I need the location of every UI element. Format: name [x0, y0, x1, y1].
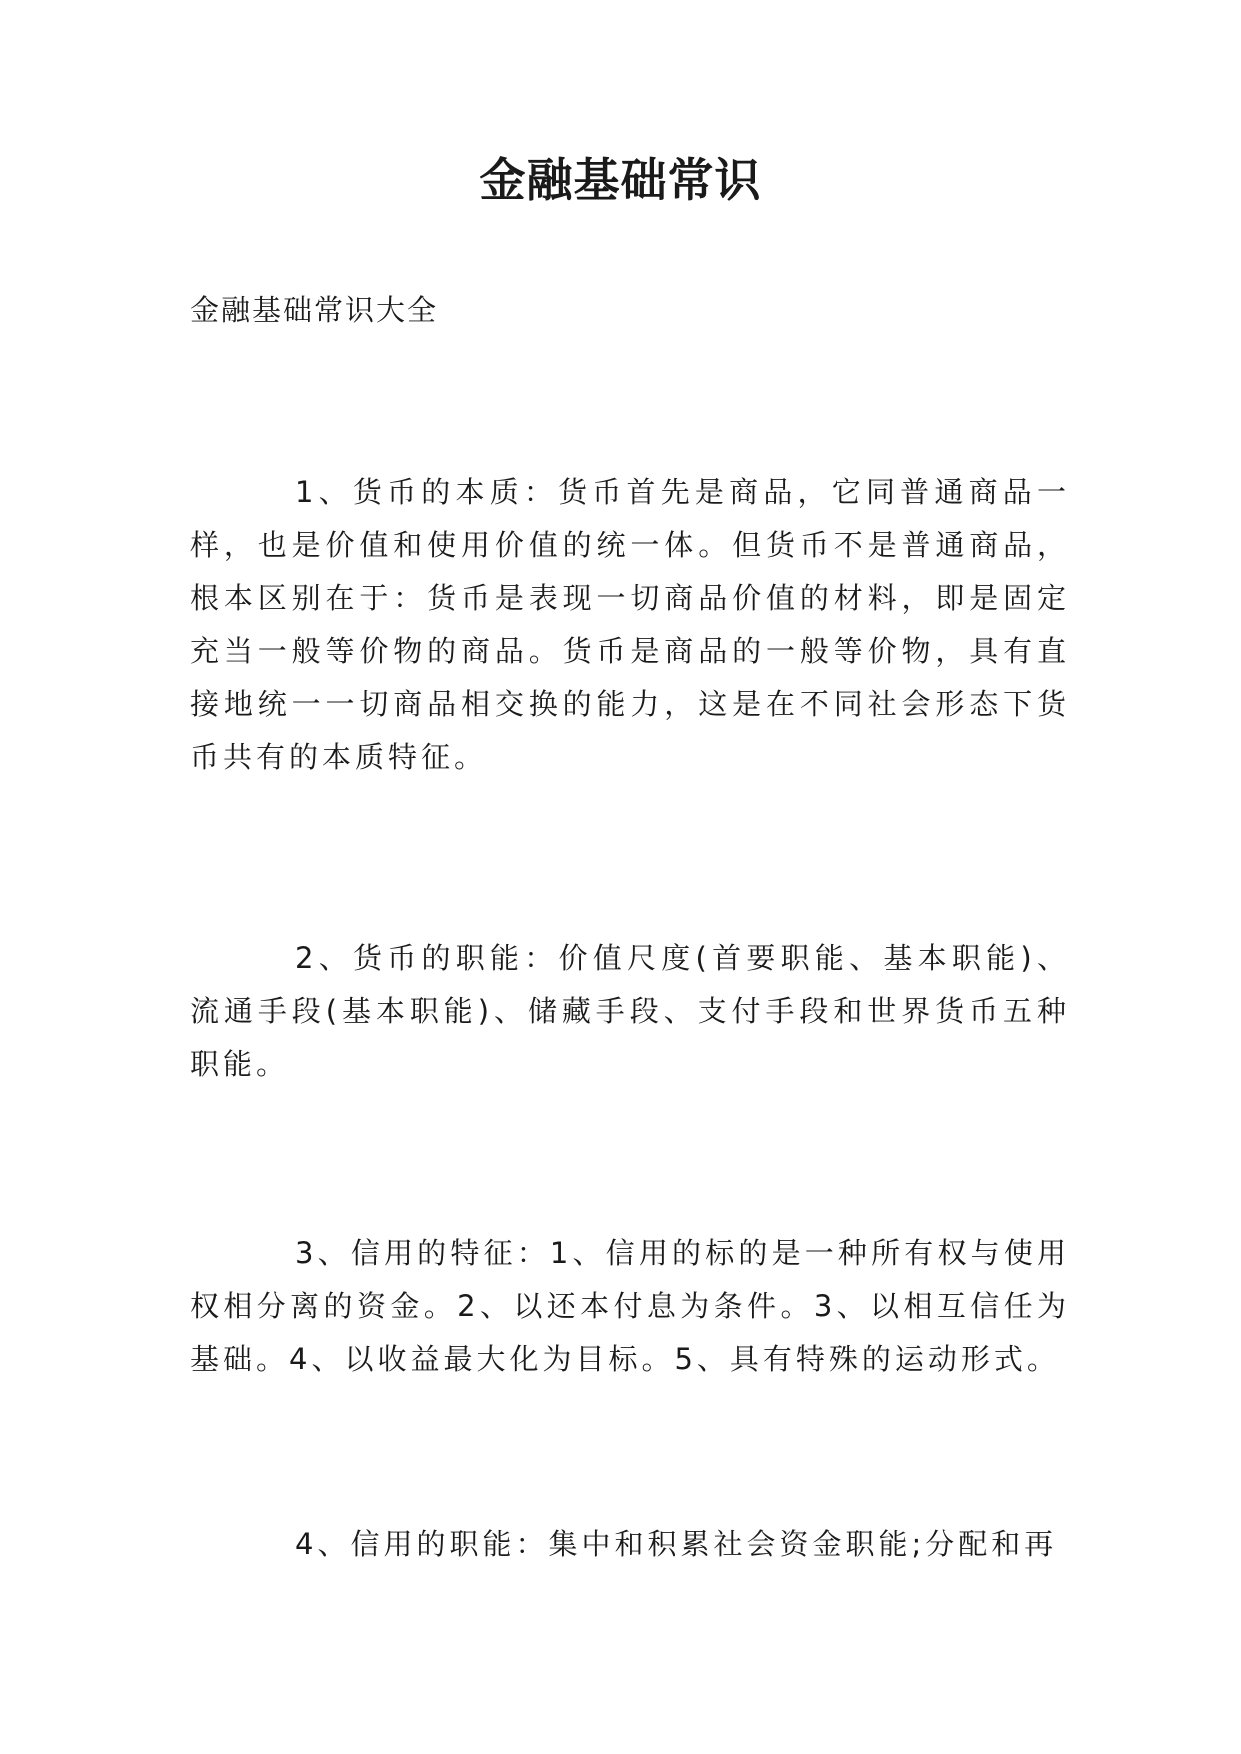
- paragraph-money-nature: 1、货币的本质：货币首先是商品，它同普通商品一样，也是价值和使用价值的统一体。但货币不是普通商品，根本区别在于：货币是表现一切商品价值的材料，即是固定充当一般等价物的商品。货币是商品的一般等价物，具有直接地统一一切商品相交换的能力，这是在不同社会形态下货币共有的本质特征。: [190, 475, 1070, 774]
- paragraph-money-functions: 2、货币的职能：价值尺度(首要职能、基本职能)、流通手段(基本职能)、储藏手段、支付手段和世界货币五种职能。: [190, 941, 1070, 1081]
- page-title: 金融基础常识: [479, 153, 762, 207]
- document-subtitle: 金融基础常识大全: [190, 293, 439, 327]
- paragraph-credit-functions: 4、信用的职能：集中和积累社会资金职能;分配和再: [295, 1527, 1058, 1561]
- paragraph-credit-features: 3、信用的特征：1、信用的标的是一种所有权与使用权相分离的资金。2、以还本付息为条件。3、以相互信任为基础。4、以收益最大化为目标。5、具有特殊的运动形式。: [190, 1236, 1070, 1376]
